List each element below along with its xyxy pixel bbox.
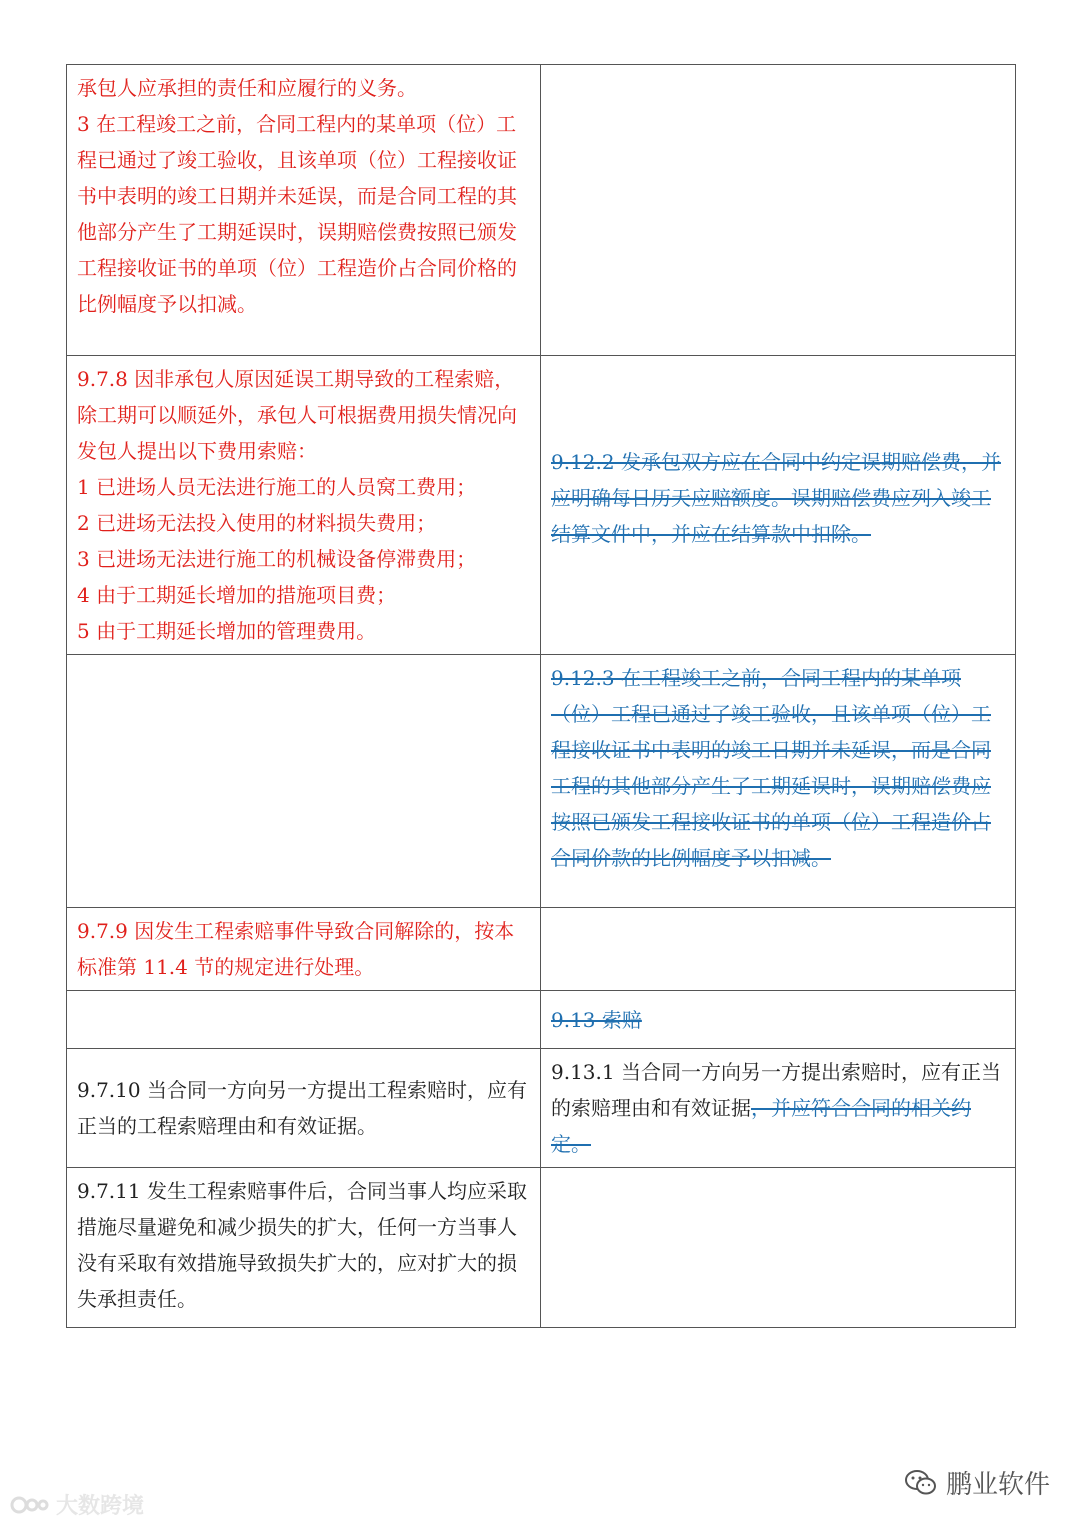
table-row [67, 65, 1016, 356]
left-cell-empty [67, 655, 541, 908]
comparison-table [66, 64, 1016, 1328]
cell-text: 3 在工程竣工之前，合同工程内的某单项（位）工程已通过了竣工验收，且该单项（位）工程接收证书中表明的竣工日期并未延误，而是合同工程的其他部分产生了工期延误时，误期赔偿费按照已颁发工程接收证书的单项（位）工程造价占合同价格的比例幅度予以扣减。 [77, 112, 517, 316]
cell-text: 4 由于工期延长增加的措施项目费； [77, 583, 397, 607]
watermark-left [10, 1489, 144, 1520]
wechat-icon [904, 1468, 938, 1498]
right-cell [541, 991, 1016, 1049]
right-cell [541, 1049, 1016, 1168]
watermark-right [904, 1464, 1050, 1501]
left-cell [67, 908, 541, 991]
cell-text: 9.7.9 因发生工程索赔事件导致合同解除的，按本标准第 11.4 节的规定进行处理。 [77, 919, 515, 979]
left-cell-empty [67, 991, 541, 1049]
table-row [67, 908, 1016, 991]
kept-text: 9.13.1 当合同一方向另一方提出索赔时，应有正当的索赔理由和有效证据 [551, 1060, 1001, 1120]
circle-logo-icon [10, 1492, 50, 1518]
table-row [67, 655, 1016, 908]
deleted-text: 9.12.2 发承包双方应在合同中约定误期赔偿费，并应明确每日历天应赔额度。误期赔偿费应列入竣工结算文件中，并应在结算款中扣除。 [551, 449, 1001, 546]
deleted-heading: 9.13 索赔 [551, 1007, 642, 1032]
cell-text: 承包人应承担的责任和应履行的义务。 [77, 76, 417, 100]
cell-text: 9.7.11 发生工程索赔事件后，合同当事人均应采取措施尽量避免和减少损失的扩大，任何一方当事人没有采取有效措施导致损失扩大的，应对扩大的损失承担责任。 [77, 1179, 527, 1311]
table-row [67, 1049, 1016, 1168]
cell-text: 9.7.10 当合同一方向另一方提出工程索赔时，应有正当的工程索赔理由和有效证据。 [77, 1078, 527, 1138]
right-cell-empty [541, 908, 1016, 991]
table-row [67, 356, 1016, 655]
cell-text: 1 已进场人员无法进行施工的人员窝工费用； [77, 475, 477, 499]
cell-text: 2 已进场无法投入使用的材料损失费用； [77, 511, 437, 535]
cell-text: 5 由于工期延长增加的管理费用。 [77, 619, 377, 643]
watermark-left-text: 大数跨境 [56, 1494, 145, 1519]
right-cell-empty [541, 65, 1016, 356]
cell-text: 3 已进场无法进行施工的机械设备停滞费用； [77, 547, 477, 571]
right-cell [541, 655, 1016, 908]
table-row [67, 991, 1016, 1049]
table-row [67, 1168, 1016, 1328]
left-cell [67, 65, 541, 356]
deleted-text: ，并应符合合同的相关约定。 [551, 1096, 971, 1156]
left-cell [67, 1168, 541, 1328]
left-cell [67, 1049, 541, 1168]
right-cell-empty [541, 1168, 1016, 1328]
deleted-text: 9.12.3 在工程竣工之前，合同工程内的某单项（位）工程已通过了竣工验收，且该单项（位）工程接收证书中表明的竣工日期并未延误，而是合同工程的其他部分产生了工期延误时，误期赔偿费应按照已颁发工程接收证书的单项（位）工程造价占合同价款的比例幅度予以扣减。 [551, 666, 991, 870]
right-cell [541, 356, 1016, 655]
cell-text: 9.7.8 因非承包人原因延误工期导致的工程索赔，除工期可以顺延外，承包人可根据费用损失情况向发包人提出以下费用索赔： [77, 367, 517, 463]
left-cell [67, 356, 541, 655]
watermark-right-text: 鹏业软件 [945, 1470, 1050, 1500]
